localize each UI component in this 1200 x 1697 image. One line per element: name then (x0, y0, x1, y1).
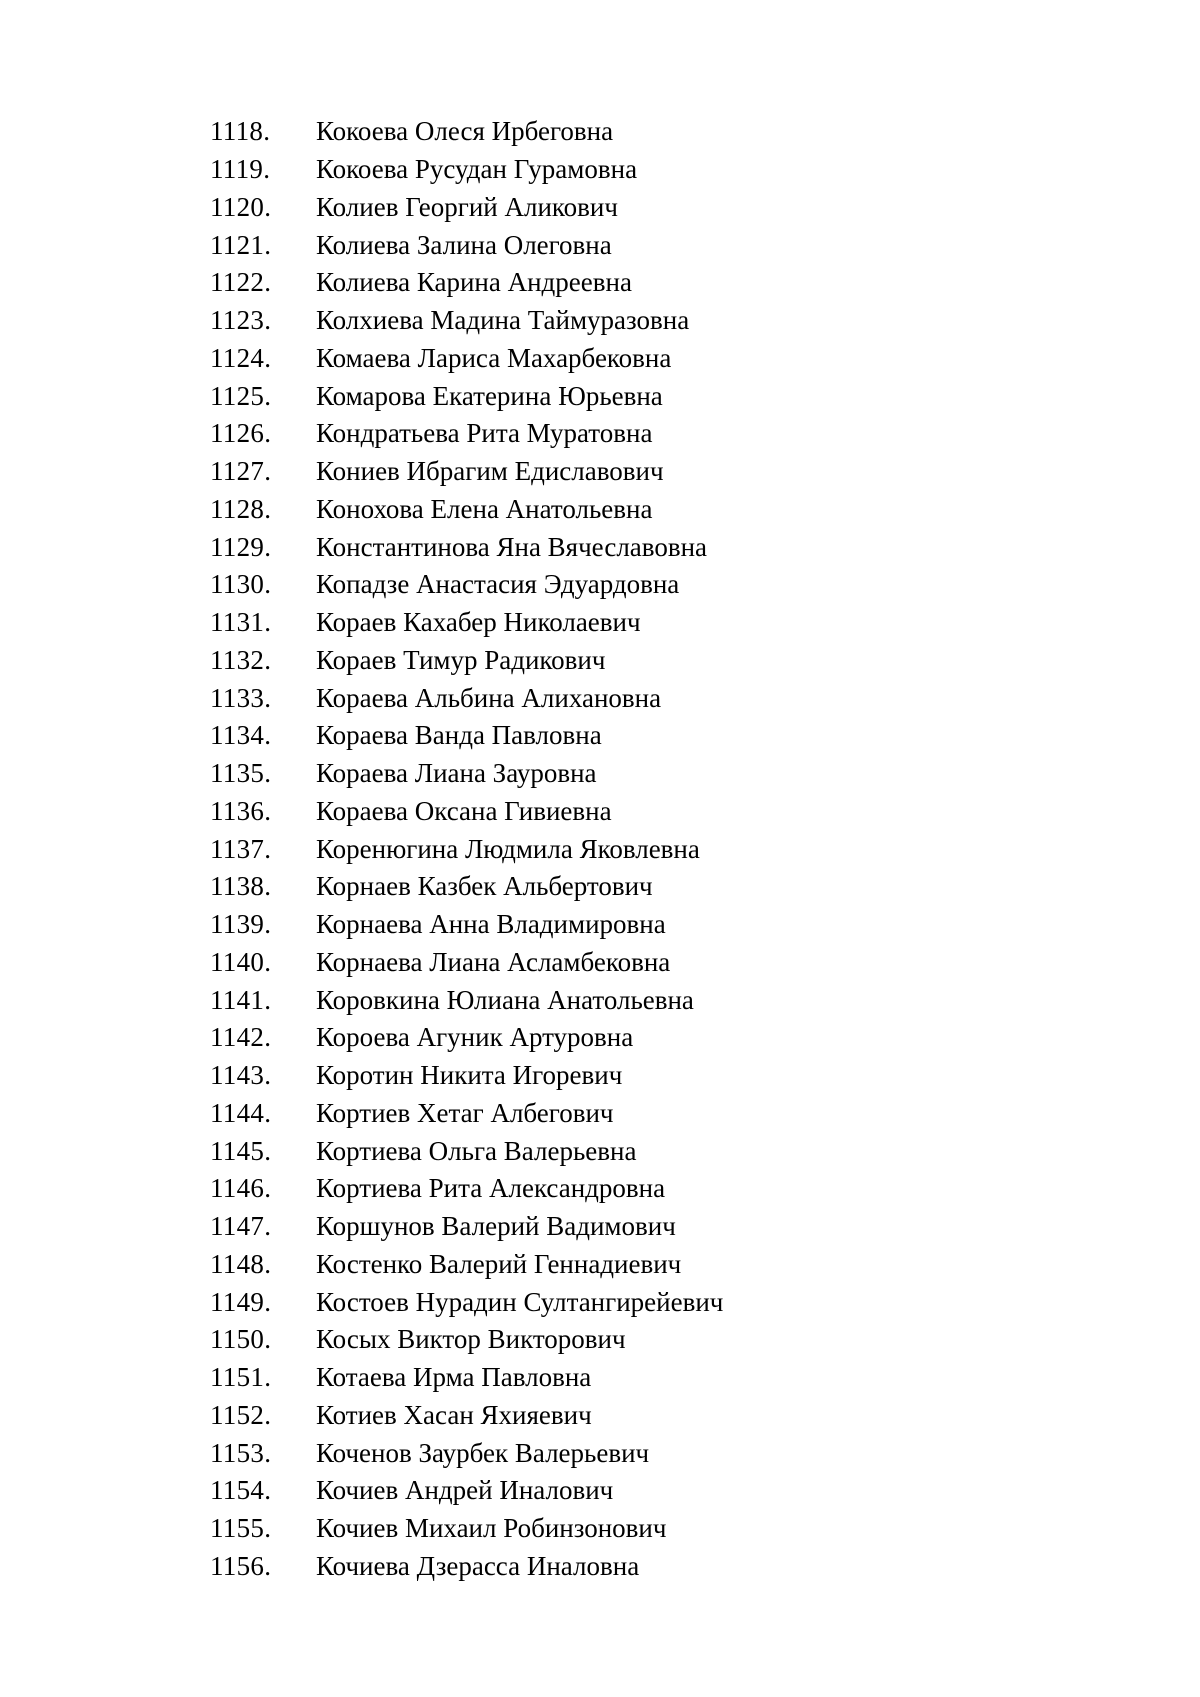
entry-number: 1137. (210, 833, 272, 864)
list-item (210, 226, 723, 264)
entry-number: 1124. (210, 342, 272, 373)
entry-full-name: Кониев Ибрагим Едиславович (316, 456, 664, 487)
entry-full-name: Комарова Екатерина Юрьевна (316, 380, 663, 411)
entry-number: 1144. (210, 1097, 272, 1128)
entry-number: 1150. (210, 1324, 272, 1355)
entry-full-name: Кораева Ванда Павловна (316, 720, 602, 751)
entry-full-name: Кортиева Ольга Валерьевна (316, 1135, 637, 1166)
list-item (210, 755, 723, 793)
list-item (210, 1057, 723, 1095)
entry-full-name: Коренюгина Людмила Яковлевна (316, 833, 700, 864)
list-item (210, 1321, 723, 1359)
entry-number: 1153. (210, 1437, 272, 1468)
entry-number: 1140. (210, 946, 272, 977)
entry-full-name: Котаева Ирма Павловна (316, 1362, 592, 1393)
list-item (210, 151, 723, 189)
list-item (210, 264, 723, 302)
list-item (210, 944, 723, 982)
entry-full-name: Кораева Лиана Зауровна (316, 758, 597, 789)
entry-number: 1119. (210, 154, 271, 185)
list-item (210, 566, 723, 604)
entry-full-name: Колиева Залина Олеговна (316, 229, 612, 260)
list-item (210, 717, 723, 755)
list-item (210, 189, 723, 227)
entry-number: 1146. (210, 1173, 272, 1204)
entry-number: 1147. (210, 1211, 272, 1242)
entry-full-name: Кораев Кахабер Николаевич (316, 607, 641, 638)
entry-full-name: Кочиев Михаил Робинзонович (316, 1513, 667, 1544)
list-item (210, 906, 723, 944)
entry-number: 1131. (210, 607, 272, 638)
entry-full-name: Кокоева Русудан Гурамовна (316, 154, 638, 185)
list-item (210, 302, 723, 340)
list-item (210, 1434, 723, 1472)
list-item (210, 604, 723, 642)
entry-full-name: Колиев Георгий Аликович (316, 191, 618, 222)
entry-number: 1139. (210, 909, 272, 940)
entry-full-name: Кочиев Андрей Иналович (316, 1475, 614, 1506)
entry-full-name: Колхиева Мадина Таймуразовна (316, 305, 690, 336)
entry-full-name: Кондратьева Рита Муратовна (316, 418, 653, 449)
entry-full-name: Кокоева Олеся Ирбеговна (316, 116, 614, 147)
list-item (210, 1170, 723, 1208)
list-item (210, 830, 723, 868)
entry-number: 1138. (210, 871, 272, 902)
list-item (210, 679, 723, 717)
entry-number: 1121. (210, 229, 272, 260)
list-item (210, 113, 723, 151)
list-item (210, 1132, 723, 1170)
list-item (210, 1019, 723, 1057)
entry-full-name: Коротин Никита Игоревич (316, 1060, 623, 1091)
entry-number: 1125. (210, 380, 272, 411)
entry-full-name: Копадзе Анастасия Эдуардовна (316, 569, 680, 600)
entry-full-name: Константинова Яна Вячеславовна (316, 531, 708, 562)
entry-full-name: Кортиев Хетаг Албегович (316, 1097, 614, 1128)
entry-number: 1152. (210, 1399, 272, 1430)
list-item (210, 491, 723, 529)
list-item (210, 1472, 723, 1510)
entry-full-name: Колиева Карина Андреевна (316, 267, 632, 298)
entry-number: 1133. (210, 682, 272, 713)
entry-full-name: Коршунов Валерий Вадимович (316, 1211, 676, 1242)
entry-full-name: Кораева Альбина Алихановна (316, 682, 662, 713)
list-item (210, 1283, 723, 1321)
list-item (210, 793, 723, 831)
list-item (210, 528, 723, 566)
list-item (210, 642, 723, 680)
entry-number: 1126. (210, 418, 272, 449)
entry-number: 1149. (210, 1286, 272, 1317)
entry-full-name: Кораева Оксана Гивиевна (316, 795, 612, 826)
list-item (210, 1246, 723, 1284)
entry-number: 1154. (210, 1475, 272, 1506)
entry-full-name: Корнаева Лиана Асламбековна (316, 946, 671, 977)
list-item (210, 1397, 723, 1435)
list-item (210, 377, 723, 415)
entry-full-name: Конохова Елена Анатольевна (316, 493, 653, 524)
entry-full-name: Кортиева Рита Александровна (316, 1173, 666, 1204)
entry-full-name: Корнаева Анна Владимировна (316, 909, 666, 940)
entry-full-name: Кочиева Дзерасса Иналовна (316, 1550, 640, 1581)
entry-number: 1132. (210, 644, 272, 675)
list-item (210, 1548, 723, 1586)
entry-full-name: Короева Агуник Артуровна (316, 1022, 634, 1053)
list-item (210, 453, 723, 491)
list-item (210, 981, 723, 1019)
entry-full-name: Коченов Заурбек Валерьевич (316, 1437, 650, 1468)
numbered-name-list (210, 113, 723, 1585)
entry-number: 1130. (210, 569, 272, 600)
list-item (210, 1208, 723, 1246)
entry-number: 1120. (210, 191, 272, 222)
entry-number: 1123. (210, 305, 272, 336)
entry-number: 1118. (210, 116, 271, 147)
entry-number: 1129. (210, 531, 272, 562)
entry-number: 1155. (210, 1513, 272, 1544)
entry-number: 1156. (210, 1550, 272, 1581)
entry-number: 1141. (210, 984, 272, 1015)
entry-number: 1148. (210, 1248, 272, 1279)
entry-number: 1145. (210, 1135, 272, 1166)
list-item (210, 340, 723, 378)
entry-full-name: Котиев Хасан Яхияевич (316, 1399, 592, 1430)
entry-full-name: Косых Виктор Викторович (316, 1324, 626, 1355)
list-item (210, 1510, 723, 1548)
entry-number: 1135. (210, 758, 272, 789)
list-item (210, 1359, 723, 1397)
entry-full-name: Корнаев Казбек Альбертович (316, 871, 653, 902)
list-item (210, 868, 723, 906)
entry-number: 1143. (210, 1060, 272, 1091)
entry-full-name: Кораев Тимур Радикович (316, 644, 606, 675)
entry-number: 1122. (210, 267, 272, 298)
entry-full-name: Костенко Валерий Геннадиевич (316, 1248, 682, 1279)
entry-number: 1151. (210, 1362, 272, 1393)
entry-full-name: Комаева Лариса Махарбековна (316, 342, 672, 373)
entry-number: 1134. (210, 720, 272, 751)
list-item (210, 415, 723, 453)
entry-number: 1136. (210, 795, 272, 826)
entry-number: 1142. (210, 1022, 272, 1053)
entry-number: 1127. (210, 456, 272, 487)
entry-full-name: Коровкина Юлиана Анатольевна (316, 984, 694, 1015)
entry-full-name: Костоев Нурадин Султангирейевич (316, 1286, 724, 1317)
entry-number: 1128. (210, 493, 272, 524)
list-item (210, 1095, 723, 1133)
